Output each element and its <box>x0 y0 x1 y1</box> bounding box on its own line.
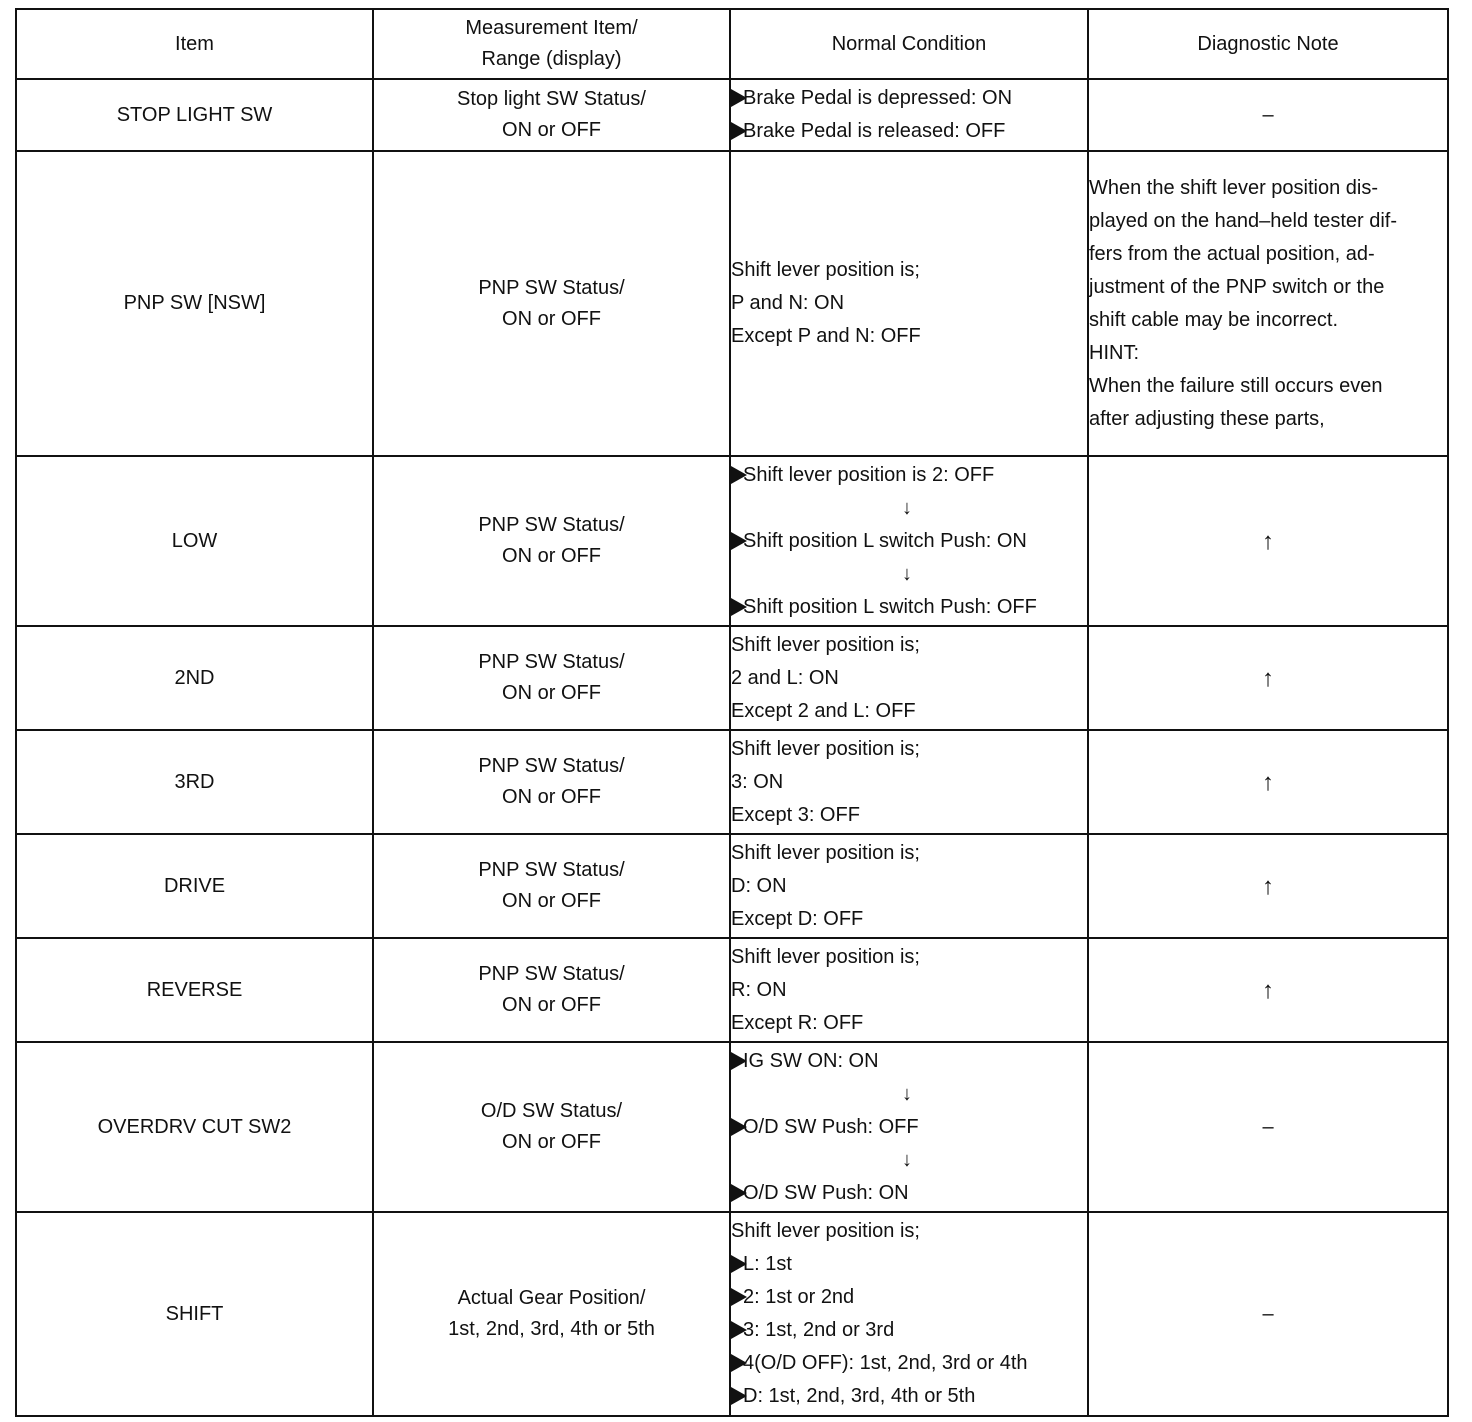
condition-line: Shift lever position is; <box>731 259 920 281</box>
table-row <box>16 1212 1448 1416</box>
condition-cell <box>730 79 1088 151</box>
item-cell: REVERSE <box>16 938 373 1042</box>
note-line: HINT: <box>1089 341 1139 364</box>
measurement-cell <box>373 626 730 730</box>
condition-line: Except D: OFF <box>731 907 864 930</box>
condition-line: P and N: ON <box>731 292 845 314</box>
up-arrow-icon: ↑ <box>1088 730 1448 834</box>
up-arrow-icon: ↑ <box>1088 834 1448 938</box>
down-arrow-icon: ↓ <box>902 1148 912 1171</box>
note-line: When the shift lever position dis- <box>1089 176 1379 199</box>
note-line: shift cable may be incorrect. <box>1089 308 1338 331</box>
condition-line: Shift position L switch Push: OFF <box>731 591 1087 624</box>
measurement-line: PNP SW Status/ <box>478 276 625 299</box>
item-cell: DRIVE <box>16 834 373 938</box>
condition-line: 3: 1st, 2nd or 3rd <box>731 1314 1087 1347</box>
measurement-cell <box>373 79 730 151</box>
condition-cell <box>730 834 1088 938</box>
measurement-line: ON or OFF <box>502 890 601 912</box>
item-cell: OVERDRV CUT SW2 <box>16 1042 373 1212</box>
condition-line: D: ON <box>731 874 787 897</box>
item-cell: PNP SW [NSW] <box>16 151 373 456</box>
condition-cell <box>730 151 1088 456</box>
condition-line: O/D SW Push: ON <box>731 1177 1087 1210</box>
down-arrow-icon: ↓ <box>902 1082 912 1105</box>
note-cell: – <box>1088 79 1448 151</box>
note-line: fers from the actual position, ad- <box>1089 242 1375 265</box>
measurement-line: ON or OFF <box>502 119 601 141</box>
table-row <box>16 938 1448 1042</box>
measurement-line: 1st, 2nd, 3rd, 4th or 5th <box>448 1318 655 1340</box>
condition-line: Shift lever position is; <box>731 841 920 864</box>
note-line: played on the hand–held tester dif- <box>1089 209 1397 232</box>
header-row <box>16 9 1448 79</box>
up-arrow-icon: ↑ <box>1088 456 1448 626</box>
note-line: When the failure still occurs even <box>1089 374 1383 397</box>
item-cell: LOW <box>16 456 373 626</box>
diagnostic-data-table <box>15 8 1449 1417</box>
item-cell: 3RD <box>16 730 373 834</box>
note-cell <box>1088 151 1448 456</box>
table-row <box>16 456 1448 626</box>
note-cell: – <box>1088 1042 1448 1212</box>
measurement-line: PNP SW Status/ <box>478 755 625 777</box>
measurement-line: ON or OFF <box>502 786 601 808</box>
condition-line: 4(O/D OFF): 1st, 2nd, 3rd or 4th <box>731 1347 1087 1380</box>
condition-line: Except 3: OFF <box>731 803 860 826</box>
condition-cell <box>730 1042 1088 1212</box>
table-row <box>16 151 1448 456</box>
measurement-line: Actual Gear Position/ <box>457 1287 646 1309</box>
condition-line: O/D SW Push: OFF <box>731 1111 1087 1144</box>
condition-line: D: 1st, 2nd, 3rd, 4th or 5th <box>731 1380 1087 1413</box>
condition-cell <box>730 730 1088 834</box>
condition-line: 3: ON <box>731 770 784 793</box>
table-row <box>16 730 1448 834</box>
table-row <box>16 79 1448 151</box>
condition-line: IG SW ON: ON <box>731 1045 1087 1078</box>
measurement-cell <box>373 456 730 626</box>
measurement-line: PNP SW Status/ <box>478 963 625 985</box>
table-row <box>16 834 1448 938</box>
condition-line: Shift lever position is; <box>731 633 920 656</box>
condition-cell <box>730 456 1088 626</box>
down-arrow-icon: ↓ <box>902 562 912 585</box>
condition-line: Shift lever position is; <box>731 1220 920 1242</box>
measurement-cell <box>373 151 730 456</box>
note-line: after adjusting these parts, <box>1089 407 1325 430</box>
table-row <box>16 626 1448 730</box>
condition-line: 2: 1st or 2nd <box>731 1281 1087 1314</box>
header-measurement-line1: Measurement Item/ <box>465 17 638 39</box>
measurement-line: ON or OFF <box>502 307 601 330</box>
up-arrow-icon: ↑ <box>1088 626 1448 730</box>
condition-line: Except R: OFF <box>731 1011 864 1034</box>
condition-line: Brake Pedal is released: OFF <box>731 115 1087 148</box>
measurement-cell <box>373 1212 730 1416</box>
measurement-line: PNP SW Status/ <box>478 514 625 536</box>
condition-line: R: ON <box>731 978 787 1001</box>
down-arrow-icon: ↓ <box>902 496 912 519</box>
condition-cell <box>730 938 1088 1042</box>
measurement-line: PNP SW Status/ <box>478 651 625 673</box>
measurement-cell <box>373 1042 730 1212</box>
condition-line: Shift lever position is; <box>731 737 920 760</box>
condition-line: Brake Pedal is depressed: ON <box>731 82 1087 115</box>
measurement-line: ON or OFF <box>502 1131 601 1153</box>
condition-line: Shift position L switch Push: ON <box>731 525 1087 558</box>
up-arrow-icon: ↑ <box>1088 938 1448 1042</box>
condition-cell <box>730 626 1088 730</box>
measurement-cell <box>373 834 730 938</box>
measurement-line: Stop light SW Status/ <box>457 88 646 110</box>
header-measurement-line2: Range (display) <box>481 48 622 70</box>
item-cell: STOP LIGHT SW <box>16 79 373 151</box>
condition-line: Shift lever position is; <box>731 945 920 968</box>
condition-line: Except 2 and L: OFF <box>731 699 916 722</box>
measurement-cell <box>373 730 730 834</box>
header-measurement <box>373 9 730 79</box>
measurement-line: O/D SW Status/ <box>480 1100 623 1122</box>
measurement-line: PNP SW Status/ <box>478 859 625 881</box>
item-cell: SHIFT <box>16 1212 373 1416</box>
measurement-line: ON or OFF <box>502 682 601 704</box>
condition-line: Shift lever position is 2: OFF <box>731 459 1087 492</box>
header-normal-condition: Normal Condition <box>730 9 1088 79</box>
note-line: justment of the PNP switch or the <box>1089 275 1385 298</box>
measurement-cell <box>373 938 730 1042</box>
note-cell: – <box>1088 1212 1448 1416</box>
item-cell: 2ND <box>16 626 373 730</box>
condition-line: L: 1st <box>731 1248 1087 1281</box>
condition-line: 2 and L: ON <box>731 666 839 689</box>
measurement-line: ON or OFF <box>502 994 601 1016</box>
condition-cell <box>730 1212 1088 1416</box>
header-item: Item <box>16 9 373 79</box>
measurement-line: ON or OFF <box>502 545 601 567</box>
condition-line: Except P and N: OFF <box>731 325 921 347</box>
table-row <box>16 1042 1448 1212</box>
header-diagnostic-note: Diagnostic Note <box>1088 9 1448 79</box>
